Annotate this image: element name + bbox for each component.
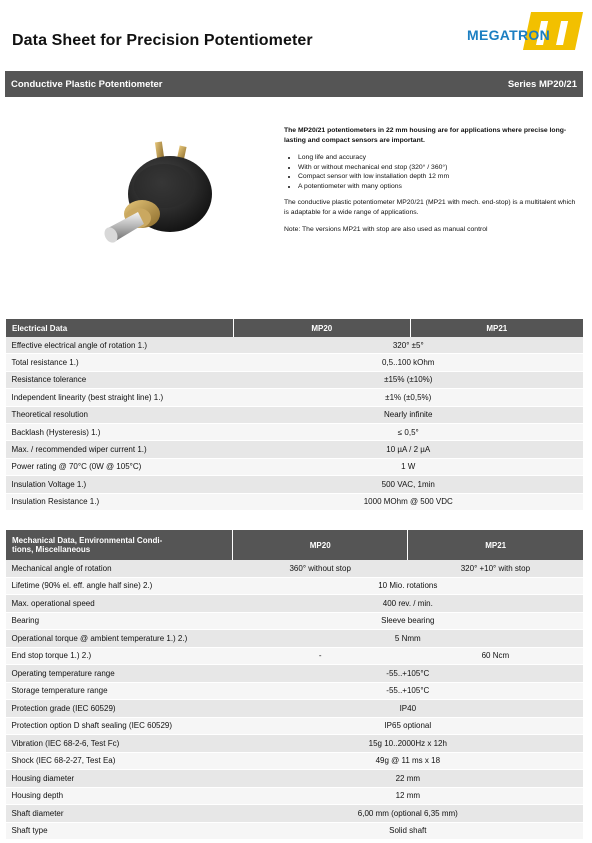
col-mp21: MP21: [408, 530, 583, 560]
table-row: [6, 493, 584, 510]
row-value: 400 rev. / min.: [233, 595, 583, 613]
row-value: 0,5..100 kOhm: [234, 354, 584, 371]
row-label: Insulation Voltage 1.): [6, 476, 234, 493]
row-label: Bearing: [6, 612, 233, 630]
row-value: Sleeve bearing: [233, 612, 583, 630]
table-row: [6, 476, 584, 493]
table-row: [6, 787, 584, 805]
row-value: ≤ 0,5°: [234, 423, 584, 440]
table-row: [6, 647, 584, 665]
row-value: IP65 optional: [233, 717, 583, 735]
table-row: [6, 371, 584, 388]
row-value: 5 Nmm: [233, 630, 583, 648]
row-value: 1000 MOhm @ 500 VDC: [234, 493, 584, 510]
row-value: IP40: [233, 700, 583, 718]
table-row: [6, 822, 584, 840]
intro-text: [284, 126, 580, 243]
logo-text: MEGATRON: [467, 27, 551, 43]
row-value: 10 µA / 2 µA: [234, 441, 584, 458]
row-label: Backlash (Hysteresis) 1.): [6, 423, 234, 440]
row-label: Resistance tolerance: [6, 371, 234, 388]
row-label: Max. operational speed: [6, 595, 233, 613]
row-value: -55..+105°C: [233, 682, 583, 700]
intro-lead: The MP20/21 potentiometers in 22 mm housing are for applications where precise long-lasting and compact sensors are important.: [284, 127, 567, 144]
row-value-mp21: 320° +10° with stop: [408, 560, 583, 577]
row-label: Shaft type: [6, 822, 233, 840]
banner-series: Series MP20/21: [507, 79, 577, 90]
row-label: Mechanical angle of rotation: [6, 560, 233, 577]
row-value: 15g 10..2000Hz x 12h: [233, 735, 583, 753]
row-value: 22 mm: [233, 770, 583, 788]
feature-item: • Compact sensor with low installation depth 12 mm: [298, 172, 580, 182]
row-label: Housing depth: [6, 787, 233, 805]
table-row: [6, 560, 584, 577]
col-mp21: MP21: [410, 319, 583, 337]
table-row: [6, 682, 584, 700]
table-row: [6, 354, 584, 371]
table-row: [6, 770, 584, 788]
table-row: [6, 752, 584, 770]
section-banner: [5, 71, 583, 97]
row-value: ±15% (±10%): [234, 371, 584, 388]
electrical-header: Electrical Data: [6, 319, 234, 337]
mechanical-header: [6, 530, 233, 560]
table-row: [6, 717, 584, 735]
page-title: Data Sheet for Precision Potentiometer: [12, 32, 313, 49]
table-row: [6, 630, 584, 648]
row-label: Storage temperature range: [6, 682, 233, 700]
table-row: [6, 700, 584, 718]
banner-product-type: Conductive Plastic Potentiometer: [11, 79, 163, 90]
row-label: Protection option D shaft sealing (IEC 60529): [6, 717, 233, 735]
row-label: Operational torque @ ambient temperature 1.) 2.): [6, 630, 233, 648]
row-value: 10 Mio. rotations: [233, 577, 583, 595]
row-value-mp21: 60 Ncm: [408, 647, 583, 665]
potentiometer-photo: [78, 120, 228, 270]
table-row: [6, 441, 584, 458]
row-label: Power rating @ 70°C (0W @ 105°C): [6, 458, 234, 475]
row-value: -55..+105°C: [233, 665, 583, 683]
row-label: End stop torque 1.) 2.): [6, 647, 233, 665]
mechanical-data-table: [5, 530, 583, 840]
row-label: Vibration (IEC 68-2-6, Test Fc): [6, 735, 233, 753]
table-row: [6, 406, 584, 423]
table-row: [6, 805, 584, 823]
intro-paragraph: The conductive plastic potentiometer MP20/21 (MP21 with mech. end-stop) is a multitalent which is adaptable for a wide range of applications.: [284, 199, 576, 216]
col-mp20: MP20: [234, 319, 411, 337]
table-row: [6, 665, 584, 683]
electrical-data-table: [5, 319, 583, 511]
table-row: [6, 735, 584, 753]
row-value: 12 mm: [233, 787, 583, 805]
row-value: 500 VAC, 1min: [234, 476, 584, 493]
mechanical-header-line1: Mechanical Data, Environmental Condi-: [12, 536, 163, 545]
row-label: Insulation Resistance 1.): [6, 493, 234, 510]
table-row: [6, 389, 584, 406]
row-label: Operating temperature range: [6, 665, 233, 683]
feature-list: [284, 153, 580, 191]
row-value-mp20: -: [233, 647, 408, 665]
table-row: [6, 612, 584, 630]
row-label: Protection grade (IEC 60529): [6, 700, 233, 718]
megatron-logo: [467, 10, 583, 54]
feature-item: • A potentiometer with many options: [298, 182, 580, 192]
row-value: ±1% (±0,5%): [234, 389, 584, 406]
col-mp20: MP20: [233, 530, 408, 560]
row-value-mp20: 360° without stop: [233, 560, 408, 577]
row-value: 320° ±5°: [234, 337, 584, 354]
row-label: Theoretical resolution: [6, 406, 234, 423]
intro-note: Note: The versions MP21 with stop are also used as manual control: [284, 226, 488, 233]
table-row: [6, 595, 584, 613]
row-value: 1 W: [234, 458, 584, 475]
table-row: [6, 458, 584, 475]
row-value: 49g @ 11 ms x 18: [233, 752, 583, 770]
row-value: Nearly infinite: [234, 406, 584, 423]
row-label: Lifetime (90% el. eff. angle half sine) 2.): [6, 577, 233, 595]
row-label: Shock (IEC 68-2-27, Test Ea): [6, 752, 233, 770]
table-row: [6, 337, 584, 354]
mechanical-header-line2: tions, Miscellaneous: [12, 545, 91, 554]
row-label: Housing diameter: [6, 770, 233, 788]
row-label: Shaft diameter: [6, 805, 233, 823]
feature-item: • With or without mechanical end stop (320° / 360°): [298, 163, 580, 173]
row-value: Solid shaft: [233, 822, 583, 840]
row-label: Max. / recommended wiper current 1.): [6, 441, 234, 458]
row-label: Total resistance 1.): [6, 354, 234, 371]
row-value: 6,00 mm (optional 6,35 mm): [233, 805, 583, 823]
row-label: Independent linearity (best straight line) 1.): [6, 389, 234, 406]
table-row: [6, 577, 584, 595]
feature-item: • Long life and accuracy: [298, 153, 580, 163]
row-label: Effective electrical angle of rotation 1.): [6, 337, 234, 354]
table-row: [6, 423, 584, 440]
